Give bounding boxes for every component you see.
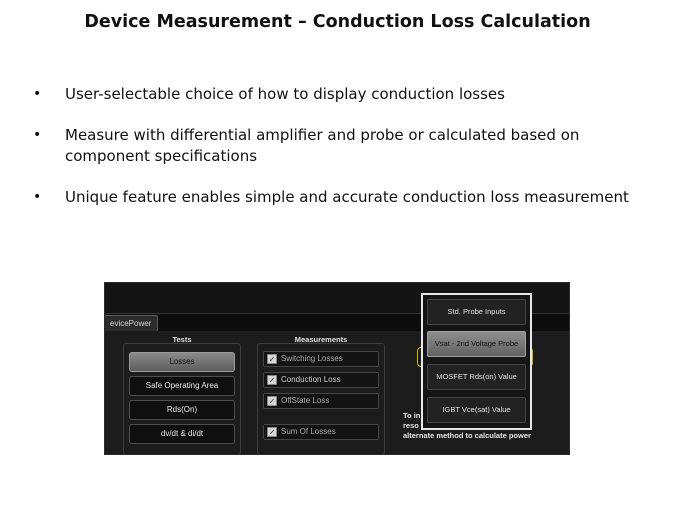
conduction-method-dropdown (421, 293, 532, 430)
bullet-dot: • (33, 127, 42, 143)
bullet-text: User-selectable choice of how to display conduction losses (65, 85, 505, 103)
option-label: Sum Of Losses (281, 427, 336, 436)
menu-item-std-probe-inputs[interactable]: Std. Probe Inputs (427, 299, 526, 325)
option-label: Switching Losses (281, 354, 343, 363)
rds-on-button[interactable]: Rds(On) (129, 400, 235, 420)
hint-line: reso (403, 421, 419, 430)
safe-operating-area-button[interactable]: Safe Operating Area (129, 376, 235, 396)
tab-device-power[interactable]: evicePower (104, 315, 158, 332)
dv-dt-di-dt-button[interactable]: dv/dt & di/dt (129, 424, 235, 444)
bullet-item (33, 125, 643, 167)
checkbox-checked-icon[interactable]: ✓ (268, 397, 276, 406)
checkbox-checked-icon[interactable]: ✓ (268, 428, 276, 437)
option-label: OffState Loss (281, 396, 330, 405)
bullet-text: Unique feature enables simple and accurate conduction loss measurement (65, 188, 629, 206)
losses-button[interactable]: Losses (129, 352, 235, 372)
bullet-item (33, 187, 643, 208)
tests-header: Tests (172, 335, 192, 344)
hint-line: alternate method to calculate power (403, 431, 531, 440)
sum-of-losses-option[interactable] (263, 424, 379, 440)
hint-line: To in (403, 411, 421, 420)
measurements-header: Measurements (294, 335, 348, 344)
bullet-list (33, 84, 643, 228)
device-power-screenshot (104, 282, 570, 455)
checkbox-checked-icon[interactable]: ✓ (268, 355, 276, 364)
option-label: Conduction Loss (281, 375, 341, 384)
checkbox-checked-icon[interactable]: ✓ (268, 376, 276, 385)
bullet-item (33, 84, 643, 105)
bullet-text: Measure with differential amplifier and probe or calculated based on component specifications (65, 126, 580, 165)
offstate-loss-option[interactable] (263, 393, 379, 409)
bullet-dot: • (33, 189, 42, 205)
slide-title: Device Measurement – Conduction Loss Calculation (84, 12, 591, 32)
menu-item-vsat-2nd-voltage-probe[interactable]: Vsat - 2nd Voltage Probe (427, 331, 526, 357)
switching-losses-option[interactable] (263, 351, 379, 367)
bullet-dot: • (33, 86, 42, 102)
menu-item-igbt-vce-sat-value[interactable]: IGBT Vce(sat) Value (427, 397, 526, 423)
menu-item-mosfet-rds-on-value[interactable]: MOSFET Rds(on) Value (427, 364, 526, 390)
conduction-loss-option[interactable] (263, 372, 379, 388)
